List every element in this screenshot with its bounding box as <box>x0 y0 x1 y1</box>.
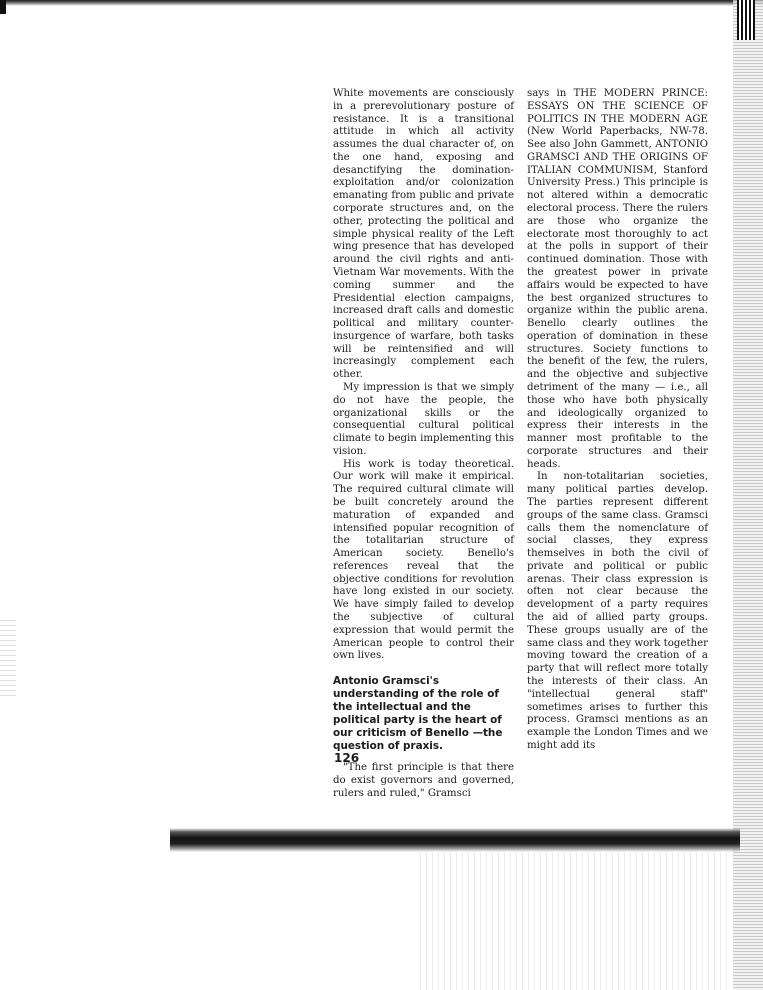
paragraph: "The first principle is that there do exist governors and governed, rulers and ruled," Gramsci <box>333 762 514 799</box>
paragraph: says in THE MODERN PRINCE: ESSAYS ON THE SCIENCE OF POLITICS IN THE MODERN AGE (New World Paperbacks, NW-78. See also John Gammett, ANTONIO GRAMSCI AND THE ORIGINS OF ITALIAN COMMUNISM, Stanford University Press.) This principle is not altered within a democratic electoral process. There the rulers are those who organize the electorate most thoroughly to act at the polls in support of their continued domination. Those with the greatest power in private affairs would be expected to have the best organized structures to organize within the public arena. Benello clearly outlines the operation of domination in these structures. Society functions to the benefit of the few, the rulers, and the objective and subjective detriment of the many — i.e., all those who have both physically and ideologically organized to express their interests in the manner most profitable to the corporate structures and their heads. <box>527 88 708 470</box>
scan-edge-top <box>0 0 763 6</box>
scan-noise-left <box>0 620 16 700</box>
scan-edge-right-dark <box>737 0 755 40</box>
section-heading: Antonio Gramsci's understanding of the role of the intellectual and the political party is the heart of our criticism of Benello —the question of praxis. <box>333 675 503 753</box>
right-column <box>527 88 708 753</box>
paragraph: His work is today theoretical. Our work will make it empirical. The required cultural climate will be built concretely around the maturation of expanded and intensified popular recognition of the totalitarian structure of American society. Benello's references reveal that the objective conditions for revolution have long existed in our society. We have simply failed to develop the subjective of cultural expression that would permit the American people to control their own lives. <box>333 458 514 662</box>
paragraph: My impression is that we simply do not have the people, the organizational skills or the consequential cultural political climate to begin implementing this vision. <box>333 381 514 457</box>
page-number: 126 <box>334 751 360 765</box>
scan-noise-bottom <box>420 852 730 990</box>
scan-mark <box>0 0 6 14</box>
left-column <box>333 88 514 801</box>
paragraph: White movements are consciously in a prerevolutionary posture of resistance. It is a transitional attitude in which all activity assumes the dual character of, on the one hand, exposing and desanctifying the domination-exploitation and/or colonization emanating from public and private corporate structures and, on the other, protecting the political and simple physical reality of the Left wing presence that has developed around the civil rights and anti-Vietnam War movements. With the coming summer and the Presidential election campaigns, increased draft calls and domestic political and military counter-insurgence of warfare, both tasks will be reintensified and will increasingly complement each other. <box>333 88 514 381</box>
paragraph: In non-totalitarian societies, many political parties develop. The parties represent different groups of the same class. Gramsci calls them the nomenclature of social classes, they express themselves in both the civil of private and political or public arenas. Their class expression is often not clear because the development of a party requires the aid of allied party groups. These groups usually are of the same class and they work together moving toward the creation of a party that will reflect more totally the interests of their class. An "intellectual general staff" sometimes arises to further this process. Gramsci mentions as an example the London Times and we might add its <box>527 471 708 751</box>
scan-shadow-bottom <box>170 828 740 852</box>
